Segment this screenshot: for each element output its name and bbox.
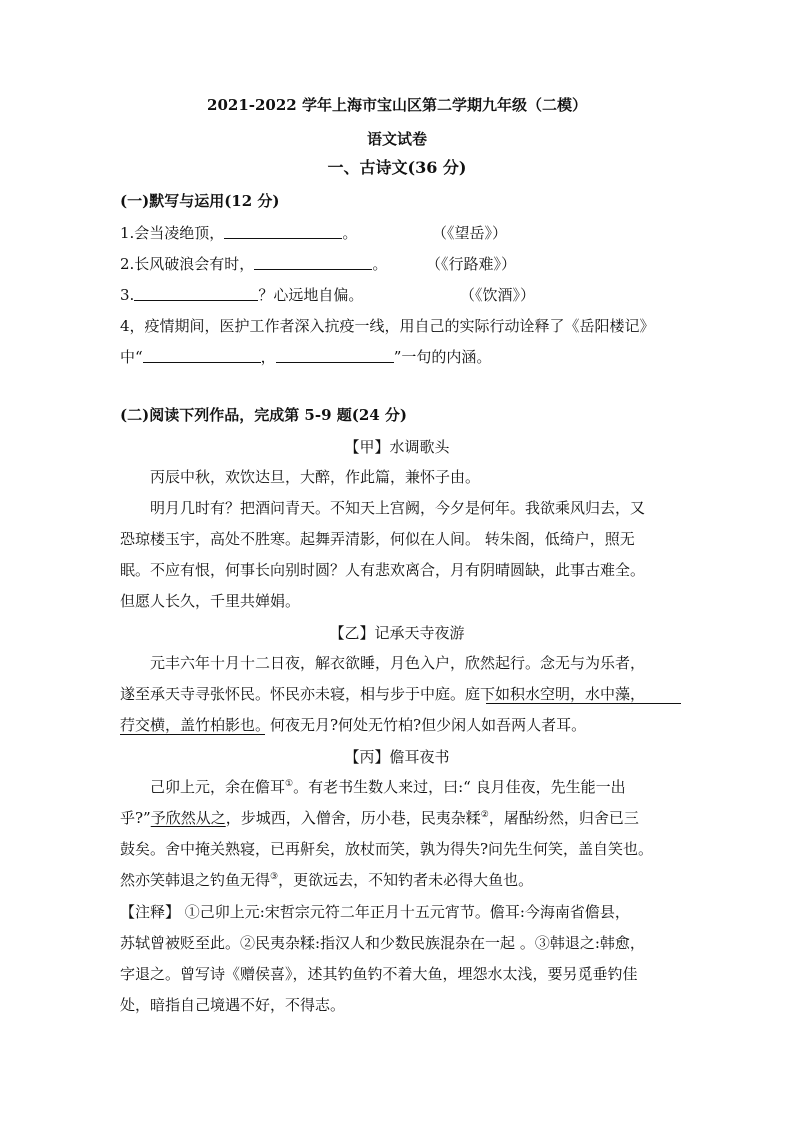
yi-underline-1	[486, 703, 681, 704]
bing-title: 【丙】儋耳夜书	[344, 748, 450, 766]
bing-line-2	[120, 807, 639, 829]
bing-line-2-pre: 乎?”	[120, 809, 151, 827]
bing-line-4-pre: 然亦笑韩退之钓鱼无得	[120, 871, 271, 889]
q1-source: （《望岳》）	[432, 224, 508, 242]
q3-answer-blank[interactable]	[134, 285, 258, 301]
yi-line-1: 元丰六年十月十二日夜，解衣欲睡，月色入户，欣然起行。念无与为乐者，	[150, 654, 646, 672]
question-2	[120, 253, 517, 275]
exam-subtitle: 语文试卷	[366, 130, 427, 148]
bing-line-1	[150, 776, 626, 798]
question-4-line2	[120, 346, 491, 368]
notes-line-1	[120, 901, 630, 923]
question-4-line1: 4，疫情期间，医护工作者深入抗疫一线，用自己的实际行动诠释了《岳阳楼记》	[120, 317, 655, 335]
notes-label: 【注释】	[120, 903, 181, 921]
part-heading: 一、古诗文(36 分)	[327, 158, 467, 177]
notes-text-1: ①己卯上元:宋哲宗元符二年正月十五元宵节。儋耳:今海南省儋县，	[180, 903, 630, 921]
q4-answer-blank-2[interactable]	[276, 347, 394, 363]
notes-line-4: 处，暗指自己境遇不好，不得志。	[120, 996, 346, 1014]
yi-underlined-phrase-1: 庭下如积水空明，水中藻，	[465, 685, 646, 703]
jia-title: 【甲】水调歌头	[344, 438, 450, 456]
q4-prefix: 中“	[120, 348, 143, 366]
q2-prefix: 2.长风破浪会有时，	[120, 255, 255, 273]
q4-suffix: ”一句的内涵。	[393, 348, 492, 366]
notes-line-3: 字退之。曾写诗《赠侯喜》，述其钓鱼钓不着大鱼，埋怨水太浅，要另觅垂钓佳	[120, 965, 638, 983]
bing-line-2-post: ，屠酤纷然，归舍已三	[488, 809, 639, 827]
yi-underlined-phrase-2: 荇交横，盖竹柏影也	[120, 716, 256, 734]
bing-line-4-post: ，更欲远去，不知钓者未必得大鱼也。	[278, 871, 534, 889]
q3-suffix: ？心远地自偏。	[258, 286, 364, 304]
q4-answer-blank-1[interactable]	[143, 347, 261, 363]
q2-answer-blank[interactable]	[254, 254, 372, 270]
q3-source: （《饮酒》）	[460, 286, 536, 304]
bing-line-3: 鼓矣。舍中掩关熟寝，已再鼾矣，放杖而笑，孰为得失?问先生何笑，盖自笑也。	[120, 840, 654, 858]
bing-underlined-phrase: 予欣然从之	[150, 809, 226, 827]
yi-line-2-text: 遂至承天寺寻张怀民。怀民亦未寝，相与步于中庭。	[120, 685, 466, 703]
jia-line-1: 丙辰中秋，欢饮达旦，大醉，作此篇，兼怀子由。	[150, 468, 481, 486]
exam-title: 2021-2022 学年上海市宝山区第二学期九年级（二模）	[207, 96, 587, 114]
question-3	[120, 284, 536, 306]
q1-suffix: 。	[342, 224, 358, 242]
yi-title: 【乙】记承天寺夜游	[329, 624, 465, 642]
yi-line-3-text: 。何夜无月?何处无竹柏?但少闲人如吾两人者耳。	[255, 716, 587, 734]
bing-line-4	[120, 869, 533, 891]
footnote-mark-2: ②	[480, 810, 489, 820]
bing-line-2-mid: ，步城西，入僧舍，历小巷，民夷杂糅	[225, 809, 481, 827]
q3-prefix: 3.	[120, 286, 135, 304]
footnote-mark-1: ①	[285, 779, 294, 789]
notes-line-2: 苏轼曾被贬至此。②民夷杂糅:指汉人和少数民族混杂在一起 。③韩退之:韩愈，	[120, 934, 645, 952]
q1-prefix: 1.会当凌绝顶，	[120, 224, 225, 242]
jia-line-2: 明月几时有？把酒问青天。不知天上宫阙，今夕是何年。我欲乘风归去，又	[150, 499, 646, 517]
jia-line-5: 但愿人长久，千里共婵娟。	[120, 592, 301, 610]
question-1	[120, 222, 508, 244]
bing-line-1-pre: 己卯上元，余在儋耳	[150, 778, 286, 796]
q4-comma: ，	[260, 348, 276, 366]
yi-underline-2	[120, 734, 265, 735]
footnote-mark-3: ③	[270, 872, 279, 882]
yi-line-3	[120, 714, 586, 736]
q2-source: （《行路难》）	[426, 255, 517, 273]
jia-line-3: 恐琼楼玉宇，高处不胜寒。起舞弄清影，何似在人间。 转朱阁，低绮户，照无	[120, 530, 635, 548]
bing-line-1-post: 。有老书生数人来过，曰:“ 良月佳夜，先生能一出	[293, 778, 626, 796]
jia-line-4: 眠。不应有恨，何事长向别时圆？人有悲欢离合，月有阴晴圆缺，此事古难全。	[120, 561, 646, 579]
q2-suffix: 。	[372, 255, 388, 273]
q1-answer-blank[interactable]	[224, 223, 342, 239]
yi-line-2	[120, 683, 645, 705]
section2-heading: (二)阅读下列作品，完成第 5-9 题(24 分)	[120, 406, 408, 424]
section1-heading: (一)默写与运用(12 分)	[120, 192, 280, 210]
